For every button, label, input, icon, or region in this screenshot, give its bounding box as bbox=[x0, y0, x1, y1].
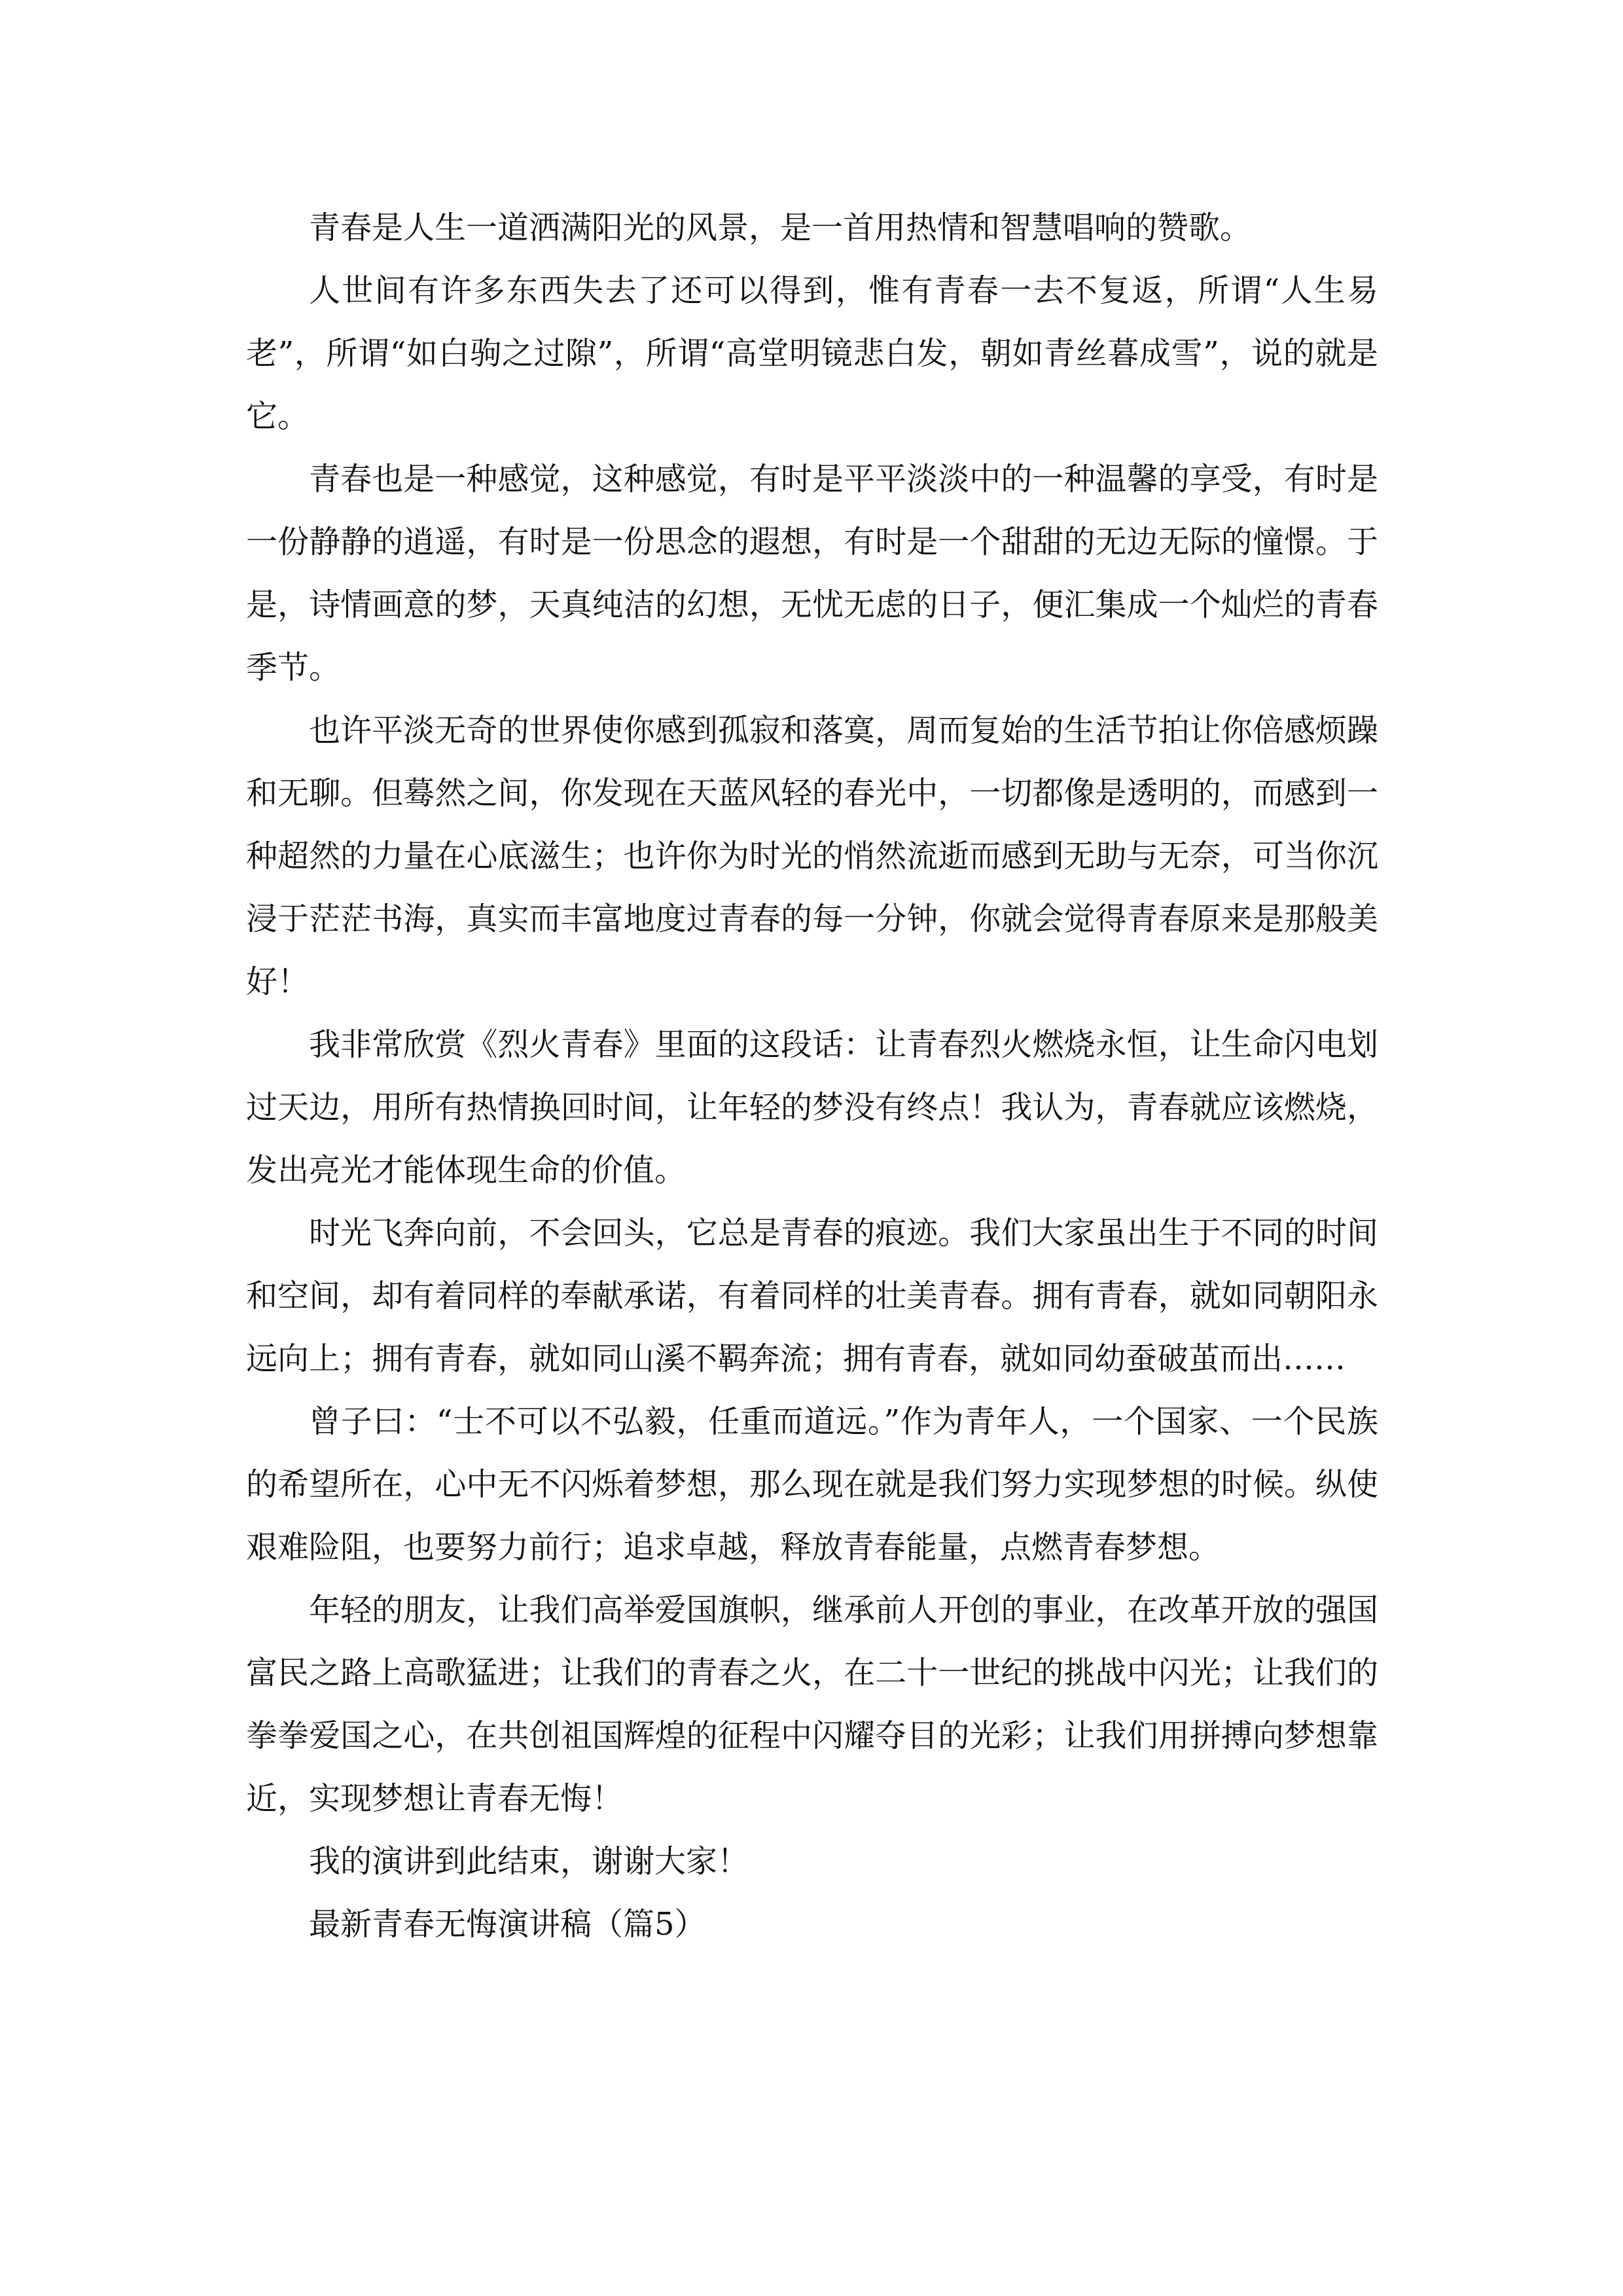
paragraph-6: 时光飞奔向前，不会回头，它总是青春的痕迹。我们大家虽出生于不同的时间和空间，却有着同样的奉献承诺，有着同样的壮美青春。拥有青春，就如同朝阳永远向上；拥有青春，就如同山溪不羁奔流；拥有青春，就如同幼蚕破茧而出…… bbox=[246, 1215, 1378, 1377]
paragraph-5: 我非常欣赏《烈火青春》里面的这段话：让青春烈火燃烧永恒，让生命闪电划过天边，用所有热情换回时间，让年轻的梦没有终点！我认为，青春就应该燃烧，发出亮光才能体现生命的价值。 bbox=[246, 1026, 1378, 1189]
speech-text bbox=[246, 196, 1378, 1956]
closing-line: 我的演讲到此结束，谢谢大家！ bbox=[309, 1843, 749, 1880]
paragraph-3: 青春也是一种感觉，这种感觉，有时是平平淡淡中的一种温馨的享受，有时是一份静静的逍遥，有时是一份思念的遐想，有时是一个甜甜的无边无际的憧憬。于是，诗情画意的梦，天真纯洁的幻想，无忧无虑的日子，便汇集成一个灿烂的青春季节。 bbox=[246, 461, 1378, 686]
paragraph-7: 曾子曰：“士不可以不弘毅，任重而道远。”作为青年人，一个国家、一个民族的希望所在，心中无不闪烁着梦想，那么现在就是我们努力实现梦想的时候。纵使艰难险阻，也要努力前行；追求卓越，释放青春能量，点燃青春梦想。 bbox=[246, 1403, 1378, 1566]
paragraph-2: 人世间有许多东西失去了还可以得到，惟有青春一去不复返，所谓“人生易老”，所谓“如白驹之过隙”，所谓“高堂明镜悲白发，朝如青丝暮成雪”，说的就是它。 bbox=[246, 272, 1378, 435]
next-section-title: 最新青春无悔演讲稿（篇5） bbox=[309, 1906, 706, 1943]
paragraph-1: 青春是人生一道洒满阳光的风景，是一首用热情和智慧唱响的赞歌。 bbox=[309, 209, 1252, 246]
paragraph-4: 也许平淡无奇的世界使你感到孤寂和落寞，周而复始的生活节拍让你倍感烦躁和无聊。但蓦然之间，你发现在天蓝风轻的春光中，一切都像是透明的，而感到一种超然的力量在心底滋生；也许你为时光的悄然流逝而感到无助与无奈，可当你沉浸于茫茫书海，真实而丰富地度过青春的每一分钟，你就会觉得青春原来是那般美好！ bbox=[246, 712, 1378, 1000]
paragraph-8: 年轻的朋友，让我们高举爱国旗帜，继承前人开创的事业，在改革开放的强国富民之路上高歌猛进；让我们的青春之火，在二十一世纪的挑战中闪光；让我们的拳拳爱国之心，在共创祖国辉煌的征程中闪耀夺目的光彩；让我们用拼搏向梦想靠近，实现梦想让青春无悔！ bbox=[246, 1592, 1378, 1817]
